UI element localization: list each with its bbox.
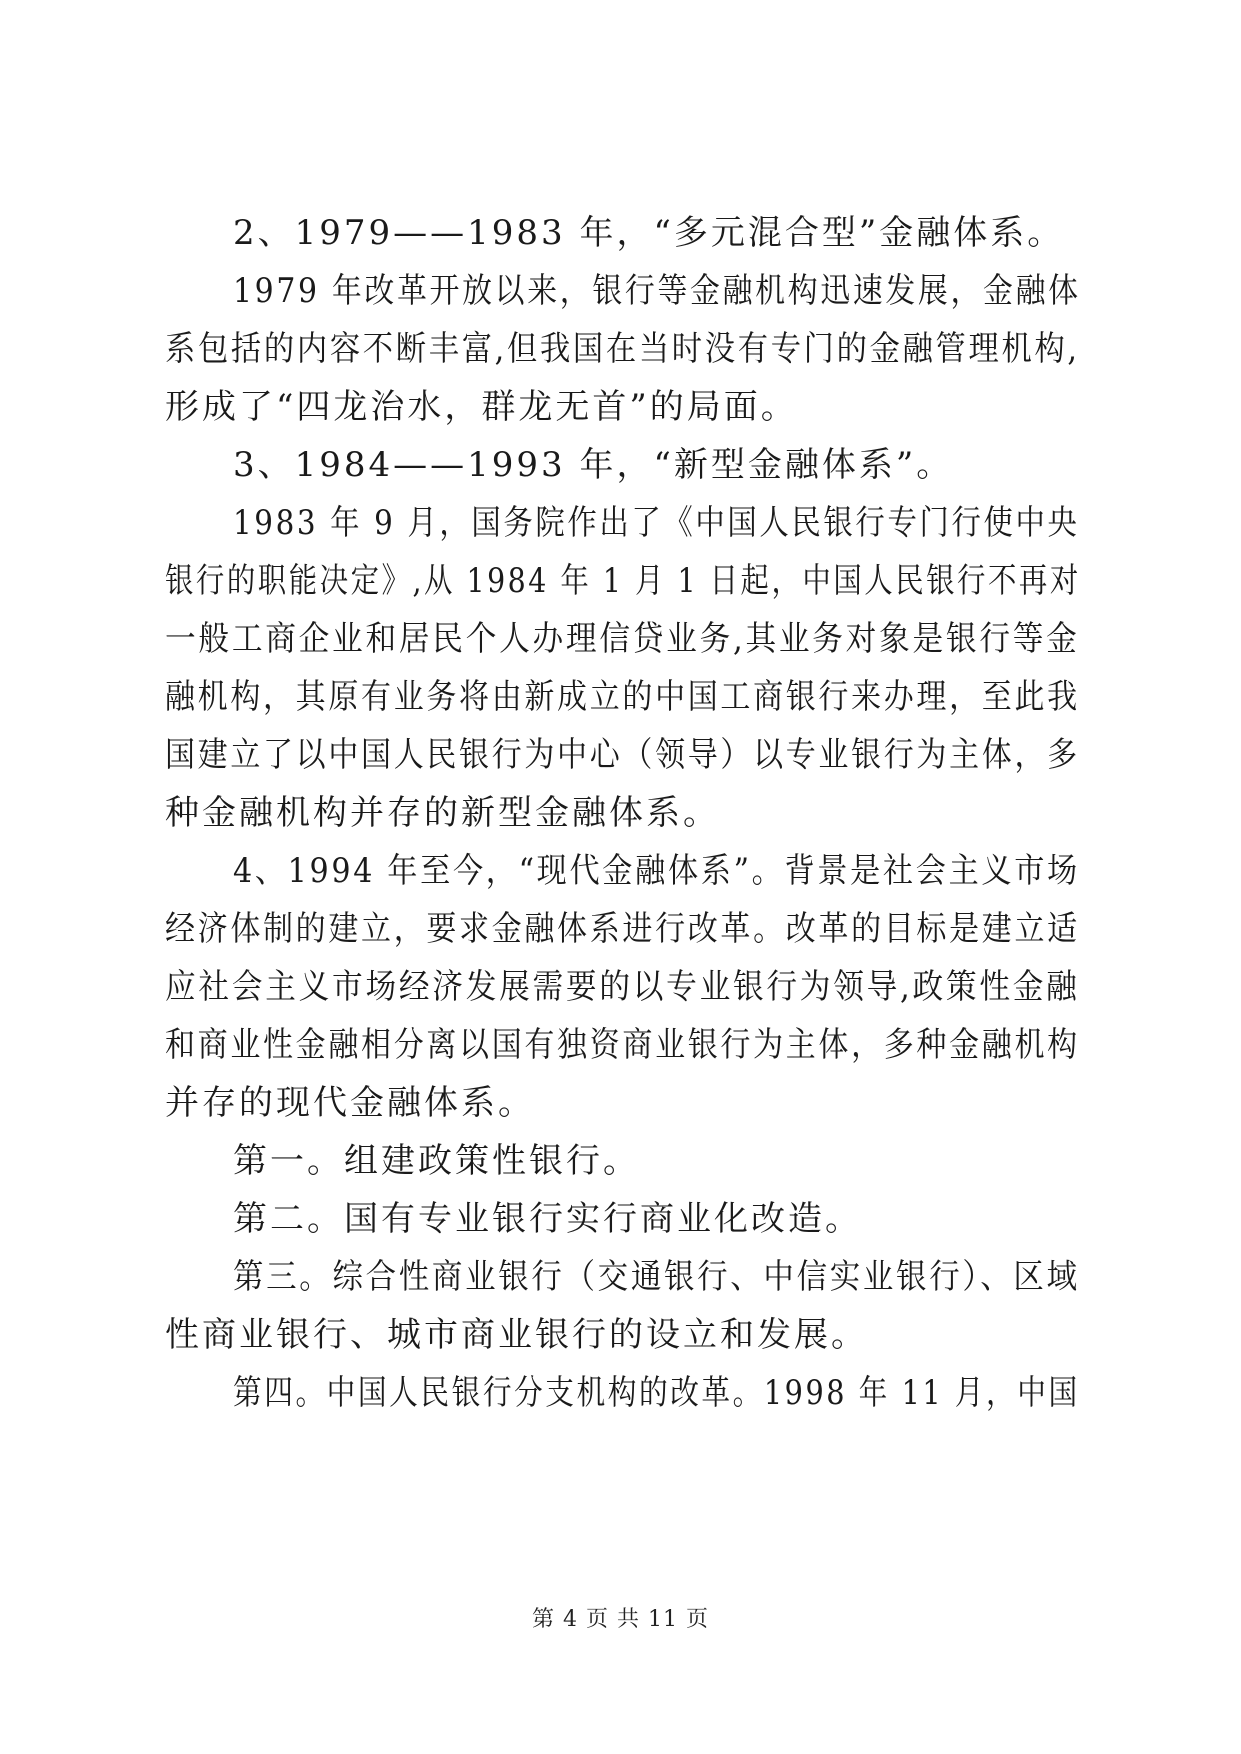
- paragraph-line: 应社会主义市场经济发展需要的以专业银行为领导,政策性金融: [165, 967, 1080, 1007]
- list-item-first: 第一。组建政策性银行。: [233, 1141, 640, 1181]
- heading-1984-1993: 3、1984——1993 年，“新型金融体系”。: [233, 445, 954, 485]
- paragraph-line: 银行的职能决定》,从 1984 年 1 月 1 日起，中国人民银行不再对: [165, 561, 1081, 601]
- paragraph-line: 系包括的内容不断丰富,但我国在当时没有专门的金融管理机构,: [165, 329, 1080, 369]
- paragraph-line: 性商业银行、城市商业银行的设立和发展。: [165, 1315, 868, 1355]
- paragraph-line: 1983 年 9 月，国务院作出了《中国人民银行专门行使中央: [233, 503, 1080, 543]
- paragraph-line: 1979 年改革开放以来，银行等金融机构迅速发展，金融体: [233, 271, 1081, 311]
- list-item-second: 第二。国有专业银行实行商业化改造。: [233, 1199, 862, 1239]
- paragraph-line: 种金融机构并存的新型金融体系。: [165, 793, 720, 833]
- paragraph-line: 形成了“四龙治水，群龙无首”的局面。: [165, 387, 798, 427]
- heading-1994: 4、1994 年至今，“现代金融体系”。背景是社会主义市场: [233, 851, 1080, 891]
- paragraph-line: 融机构，其原有业务将由新成立的中国工商银行来办理，至此我: [165, 677, 1080, 717]
- paragraph-line: 经济体制的建立，要求金融体系进行改革。改革的目标是建立适: [165, 909, 1080, 949]
- list-item-third: 第三。综合性商业银行（交通银行、中信实业银行）、区域: [233, 1257, 1080, 1297]
- heading-1979-1983: 2、1979——1983 年，“多元混合型”金融体系。: [233, 213, 1065, 253]
- list-item-fourth: 第四。中国人民银行分支机构的改革。1998 年 11 月，中国: [233, 1373, 1080, 1413]
- paragraph-line: 一般工商企业和居民个人办理信贷业务,其业务对象是银行等金: [165, 619, 1080, 659]
- page-number-footer: 第 4 页 共 11 页: [532, 1607, 709, 1632]
- paragraph-line: 和商业性金融相分离以国有独资商业银行为主体，多种金融机构: [165, 1025, 1080, 1065]
- paragraph-line: 国建立了以中国人民银行为中心（领导）以专业银行为主体，多: [165, 735, 1080, 775]
- paragraph-line: 并存的现代金融体系。: [165, 1083, 535, 1123]
